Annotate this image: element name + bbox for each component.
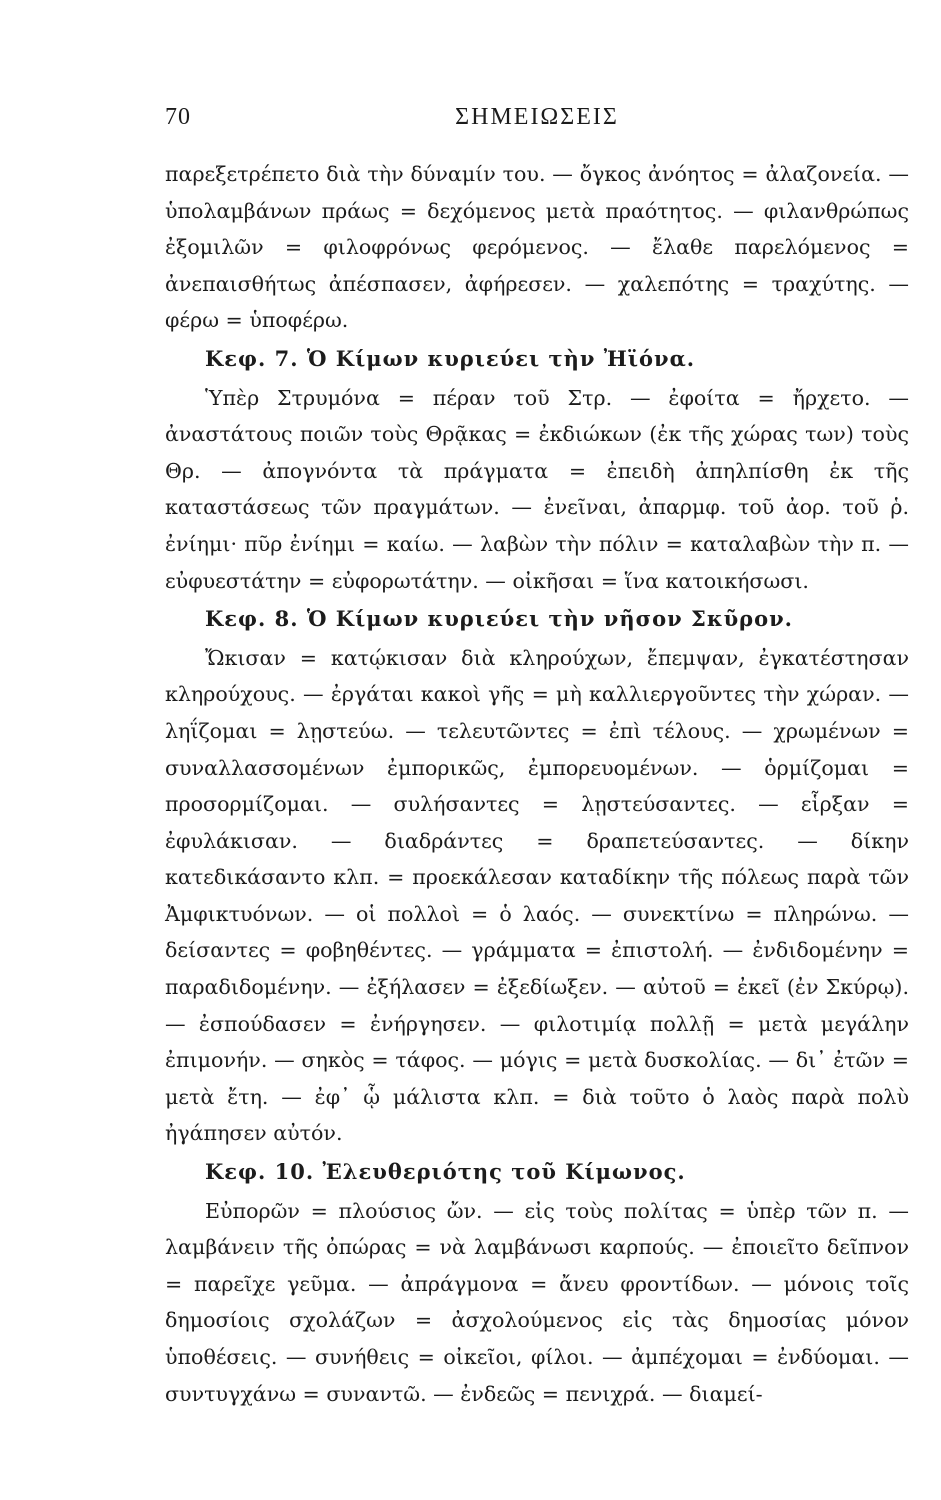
notes-paragraph-intro: παρεξετρέπετο διὰ τὴν δύναμίν του. — ὄγκος ἀνόητος = ἀλαζονεία. — ὑπολαμβάνων πράως = δεχόμενος μετὰ πραότητος. — φιλανθρώπως ἐξομιλῶν = φιλοφρόνως φερόμενος. — ἔλαθε παρελόμενος = ἀνεπαισθήτως ἀπέσπασεν, ἀφήρεσεν. — χαλεπότης = τραχύτης. — φέρω = ὑποφέρω. — [165, 162, 909, 333]
chapter-heading-7: Κεφ. 7. Ὁ Κίμων κυριεύει τὴν Ἠϊόνα. — [205, 345, 696, 371]
running-head — [165, 98, 909, 138]
notes-paragraph-ch8: Ὤκισαν = κατῴκισαν διὰ κληρούχων, ἔπεμψαν, ἐγκατέστησαν κληρούχους. — ἐργάται κακοὶ γῆς = μὴ καλλιεργοῦντες τὴν χώραν. — ληΐζομαι = λῃστεύω. — τελευτῶντες = ἐπὶ τέλους. — χρωμένων = συναλλασσομένων ἐμπορικῶς, ἐμπορευομένων. — ὁρμίζομαι = προσορμίζομαι. — συλήσαντες = λῃστεύσαντες. — εἷρξαν = ἐφυλάκισαν. — διαδράντες = δραπετεύσαντες. — δίκην κατεδικάσαντο κλπ. = προεκάλεσαν καταδίκην τῆς πόλεως παρὰ τῶν Ἀμφικτυόνων. — οἱ πολλοὶ = ὁ λαός. — συνεκτίνω = πληρώνω. — δείσαντες = φοβηθέντες. — γράμματα = ἐπιστολή. — ἐνδιδομένην = παραδιδομένην. — ἐξήλασεν = ἐξεδίωξεν. — αὐτοῦ = ἐκεῖ (ἐν Σκύρῳ). — ἐσπούδασεν = ἐνήργησεν. — φιλοτιμίᾳ πολλῇ = μετὰ μεγάλην ἐπιμονήν. — σηκὸς = τάφος. — μόγις = μετὰ δυσκολίας. — δι᾽ ἐτῶν = μετὰ ἔτη. — ἐφ᾽ ᾧ μάλιστα κλπ. = διὰ τοῦτο ὁ λαὸς παρὰ πολὺ ἠγάπησεν αὐτόν. — [165, 645, 909, 1146]
chapter-heading-8: Κεφ. 8. Ὁ Κίμων κυριεύει τὴν νῆσον Σκῦρον. — [205, 606, 793, 632]
chapter-heading-10: Κεφ. 10. Ἐλευθεριότης τοῦ Κίμωνος. — [205, 1159, 686, 1185]
notes-paragraph-ch10: Εὐπορῶν = πλούσιος ὤν. — εἰς τοὺς πολίτας = ὑπὲρ τῶν π. — λαμβάνειν τῆς ὀπώρας = νὰ λαμβάνωσι καρπούς. — ἐποιεῖτο δεῖπνον = παρεῖχε γεῦμα. — ἀπράγμονα = ἄνευ φροντίδων. — μόνοις τοῖς δημοσίοις σχολάζων = ἀσχολούμενος εἰς τὰς δημοσίας μόνον ὑποθέσεις. — συνήθεις = οἰκεῖοι, φίλοι. — ἀμπέχομαι = ἐνδύομαι. — συντυγχάνω = συναντῶ. — ἐνδεῶς = πενιχρά. — διαμεί- — [165, 1198, 909, 1406]
notes-paragraph-ch7: Ὑπὲρ Στρυμόνα = πέραν τοῦ Στρ. — ἐφοίτα = ἤρχετο. — ἀναστάτους ποιῶν τοὺς Θρᾷκας = ἐκδιώκων (ἐκ τῆς χώρας των) τοὺς Θρ. — ἀπογνόντα τὰ πράγματα = ἐπειδὴ ἀπηλπίσθη ἐκ τῆς καταστάσεως τῶν πραγμάτων. — ἐνεῖναι, ἀπαρμφ. τοῦ ἀορ. τοῦ ῥ. ἐνίημι· πῦρ ἐνίημι = καίω. — λαβὼν τὴν πόλιν = καταλαβὼν τὴν π. — εὐφυεστάτην = εὐφορωτάτην. — οἰκῆσαι = ἵνα κατοικήσωσι. — [165, 385, 909, 593]
running-title: ΣΗΜΕΙΩΣΕΙΣ — [455, 104, 619, 130]
book-page — [165, 98, 909, 1412]
page-number: 70 — [165, 104, 191, 130]
